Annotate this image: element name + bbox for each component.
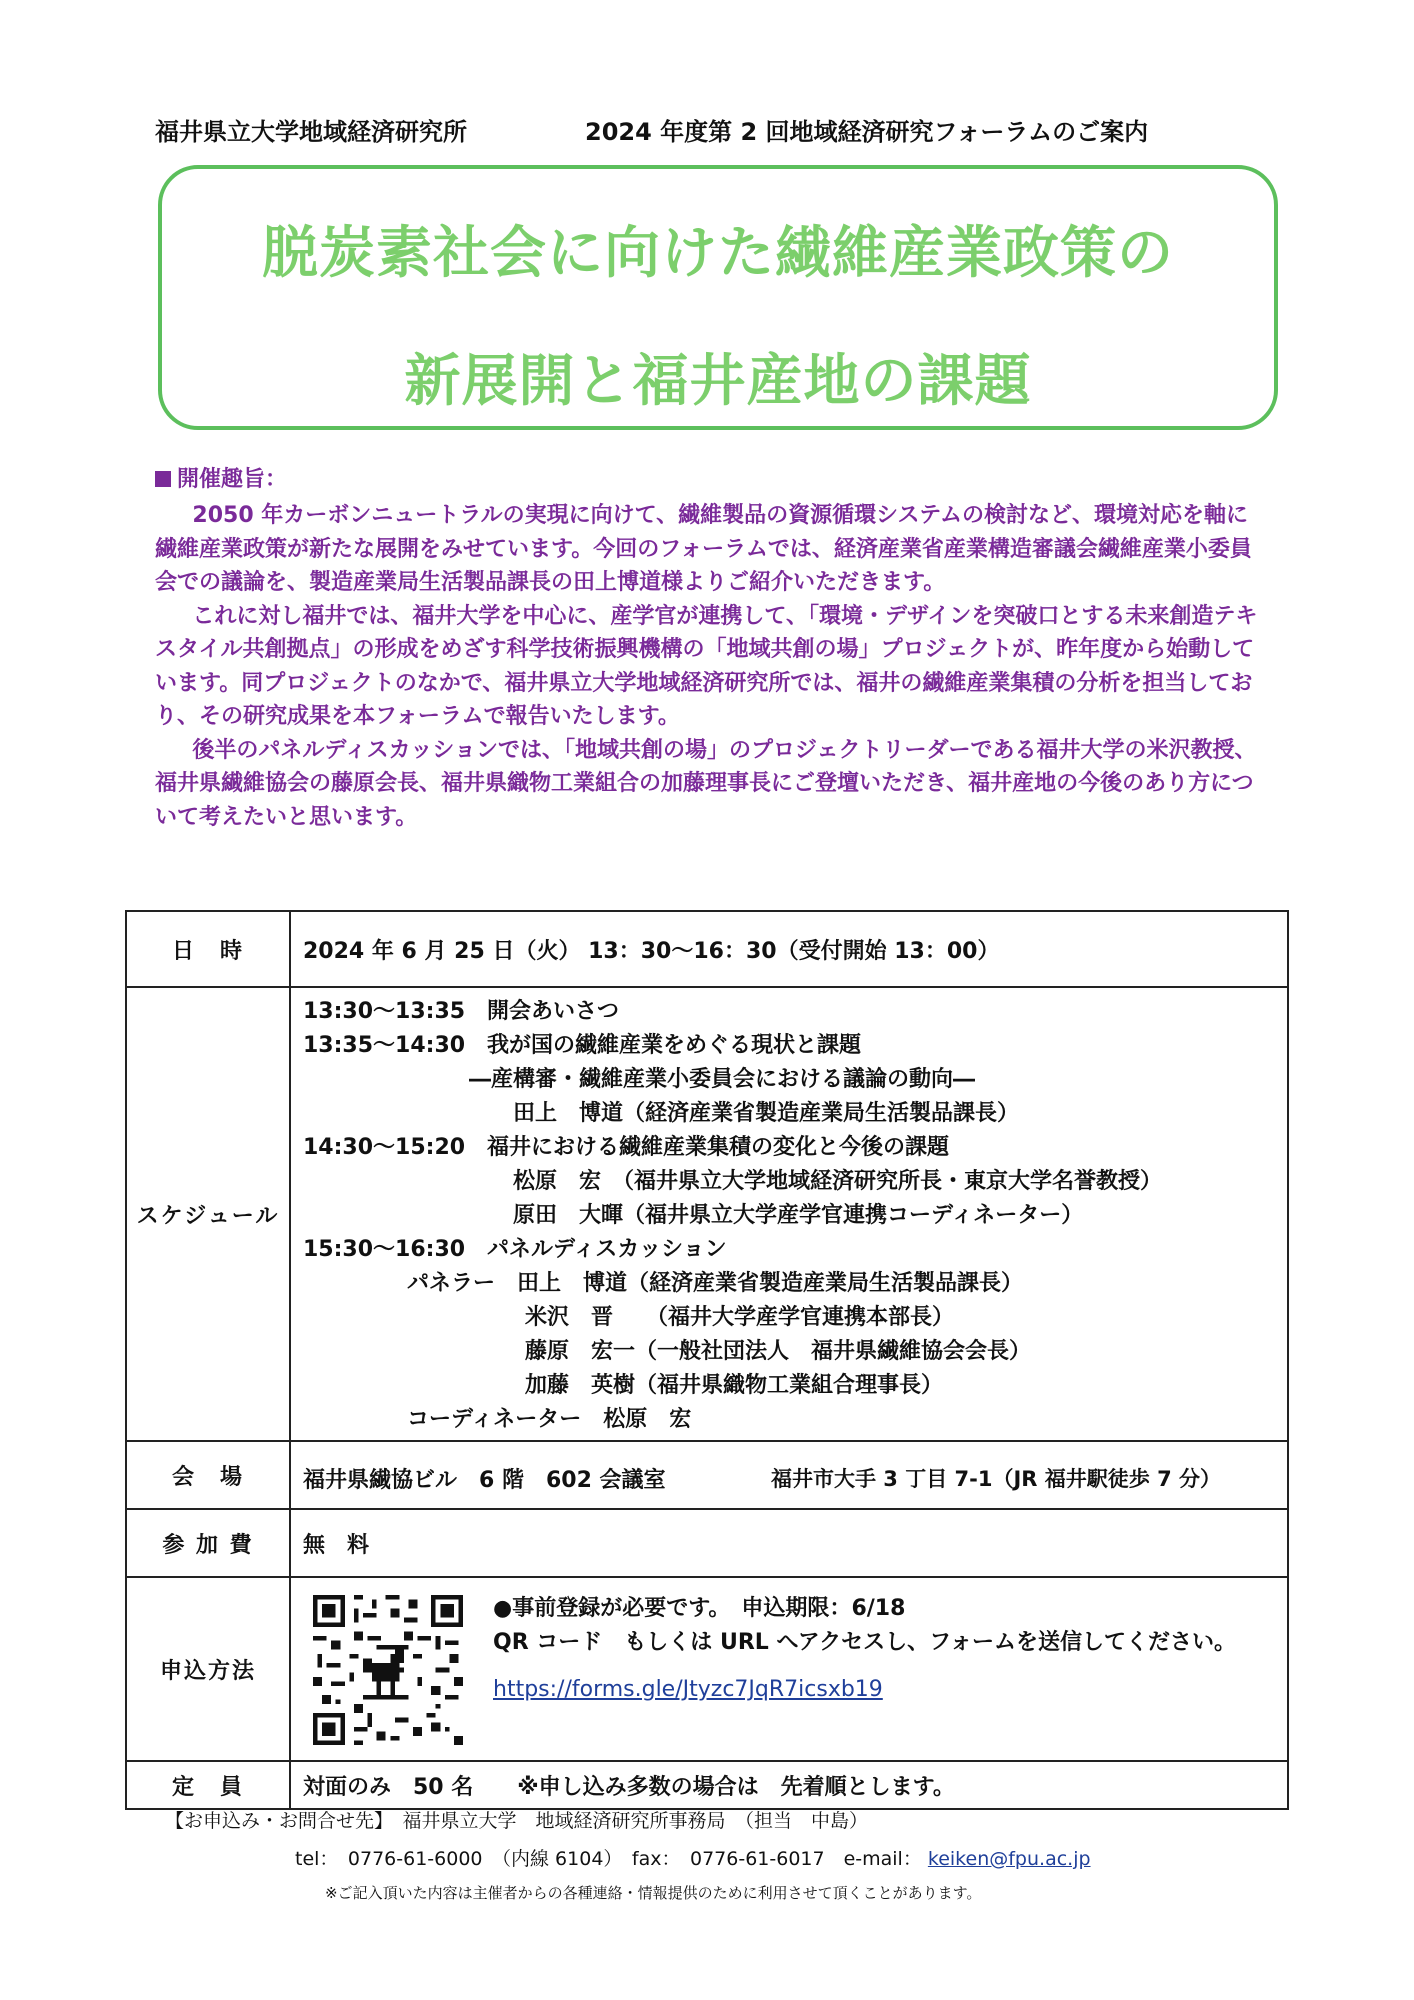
schedule-line: 14:30～15:20 福井における繊維産業集積の変化と今後の課題 <box>303 1135 950 1160</box>
venue-address: 福井市大手 3 丁目 7-1（JR 福井駅徒歩 7 分） <box>771 1467 1222 1491</box>
schedule-value <box>290 987 1288 1441</box>
privacy-note: ※ご記入頂いた内容は主催者からの各種連絡・情報提供のために利用させて頂くことがあります。 <box>325 1884 982 1902</box>
schedule-line: 13:35～14:30 我が国の繊維産業をめぐる現状と課題 <box>303 1033 862 1058</box>
purpose-paragraph: 後半のパネルディスカッションでは、「地域共創の場」のプロジェクトリーダーである福井大学の米沢教授、福井県繊維協会の藤原会長、福井県織物工業組合の加藤理事長にご登壇いただき、福井産地の今後のあり方について考えたいと思います。 <box>155 737 1257 830</box>
capacity-label: 定 員 <box>126 1761 290 1809</box>
schedule-line: 田上 博道（経済産業省製造産業局生活製品課長） <box>513 1101 1020 1126</box>
event-info-table <box>125 910 1289 1810</box>
fee-label: 参 加 費 <box>126 1509 290 1577</box>
registration-form-link[interactable]: https://forms.gle/Jtyzc7JqR7icsxb19 <box>493 1677 883 1702</box>
phone-fax-text: tel： 0776-61-6000 （内線 6104） fax： 0776-61-6017 e-mail： <box>295 1848 922 1870</box>
registration-notice: ●事前登録が必要です。 申込期限：6/18 <box>493 1596 906 1621</box>
square-bullet-icon <box>155 471 171 487</box>
purpose-heading <box>155 462 1265 493</box>
datetime-label: 日 時 <box>126 911 290 987</box>
purpose-section <box>155 462 1265 834</box>
purpose-paragraph: これに対し福井では、福井大学を中心に、産学官が連携して、「環境・デザインを突破口とする未来創造テキスタイル共創拠点」の形成をめざす科学技術振興機構の「地域共創の場」プロジェクトが、昨年度から始動しています。同プロジェクトのなかで、福井県立大学地域経済研究所では、福井の繊維産業集積の分析を担当しており、その研究成果を本フォーラムで報告いたします。 <box>155 603 1258 729</box>
phone-fax-line <box>295 1844 1091 1871</box>
schedule-line: コーディネーター 松原 宏 <box>407 1407 692 1432</box>
schedule-line: 米沢 晋 （福井大学産学官連携本部長） <box>525 1305 955 1330</box>
schedule-line: パネラー 田上 博道（経済産業省製造産業局生活製品課長） <box>407 1271 1024 1296</box>
datetime-value: 2024 年 6 月 25 日（火） 13：30～16：30（受付開始 13：00） <box>290 911 1288 987</box>
qr-code-icon[interactable] <box>313 1595 463 1745</box>
organization-name: 福井県立大学地域経済研究所 <box>155 118 467 146</box>
venue-label: 会 場 <box>126 1441 290 1509</box>
title-line-1: 脱炭素社会に向けた繊維産業政策の <box>262 221 1174 286</box>
schedule-line: 原田 大暉（福井県立大学産学官連携コーディネーター） <box>513 1203 1084 1228</box>
purpose-paragraph: 2050 年カーボンニュートラルの実現に向けて、繊維製品の資源循環システムの検討など、環境対応を軸に繊維産業政策が新たな展開をみせています。今回のフォーラムでは、経済産業省産業構造審議会繊維産業小委員会での議論を、製造産業局生活製品課長の田上博道様よりご紹介いただきます。 <box>155 503 1252 595</box>
fee-value: 無 料 <box>290 1509 1288 1577</box>
purpose-heading-text: 開催趣旨： <box>177 467 288 492</box>
schedule-list <box>303 994 1275 1434</box>
table-row-apply <box>126 1577 1288 1761</box>
schedule-line: 13:30～13:35 開会あいさつ <box>303 999 620 1024</box>
schedule-line: ―産構審・繊維産業小委員会における議論の動向― <box>469 1067 976 1092</box>
table-row-schedule <box>126 987 1288 1441</box>
schedule-label: スケジュール <box>126 987 290 1441</box>
table-row-fee <box>126 1509 1288 1577</box>
title-box <box>158 165 1278 430</box>
schedule-line: 松原 宏 （福井県立大学地域経済研究所長・東京大学名誉教授） <box>513 1169 1163 1194</box>
schedule-line: 藤原 宏一（一般社団法人 福井県繊維協会会長） <box>525 1339 1032 1364</box>
header <box>155 112 1265 152</box>
venue-wrap <box>303 1455 1275 1495</box>
schedule-line: 加藤 英樹（福井県織物工業組合理事長） <box>525 1373 944 1398</box>
schedule-line: 15:30～16:30 パネルディスカッション <box>303 1237 727 1262</box>
apply-value <box>290 1577 1288 1761</box>
table-row-datetime <box>126 911 1288 987</box>
table-row-capacity <box>126 1761 1288 1809</box>
venue-name: 福井県繊協ビル 6 階 602 会議室 <box>303 1468 666 1493</box>
title-line-2: 新展開と福井産地の課題 <box>404 349 1032 414</box>
email-link[interactable]: keiken@fpu.ac.jp <box>927 1848 1091 1870</box>
apply-instruction: QR コード もしくは URL へアクセスし、フォームを送信してください。 <box>493 1630 1237 1655</box>
table-row-venue <box>126 1441 1288 1509</box>
venue-value <box>290 1441 1288 1509</box>
forum-announcement: 2024 年度第 2 回地域経済研究フォーラムのご案内 <box>585 118 1149 146</box>
capacity-value: 対面のみ 50 名 ※申し込み多数の場合は 先着順とします。 <box>290 1761 1288 1809</box>
apply-wrap <box>303 1581 1275 1757</box>
contact-info: 【お申込み・お問合せ先】 福井県立大学 地域経済研究所事務局 （担当 中島） <box>165 1810 869 1832</box>
apply-label: 申込方法 <box>126 1577 290 1761</box>
